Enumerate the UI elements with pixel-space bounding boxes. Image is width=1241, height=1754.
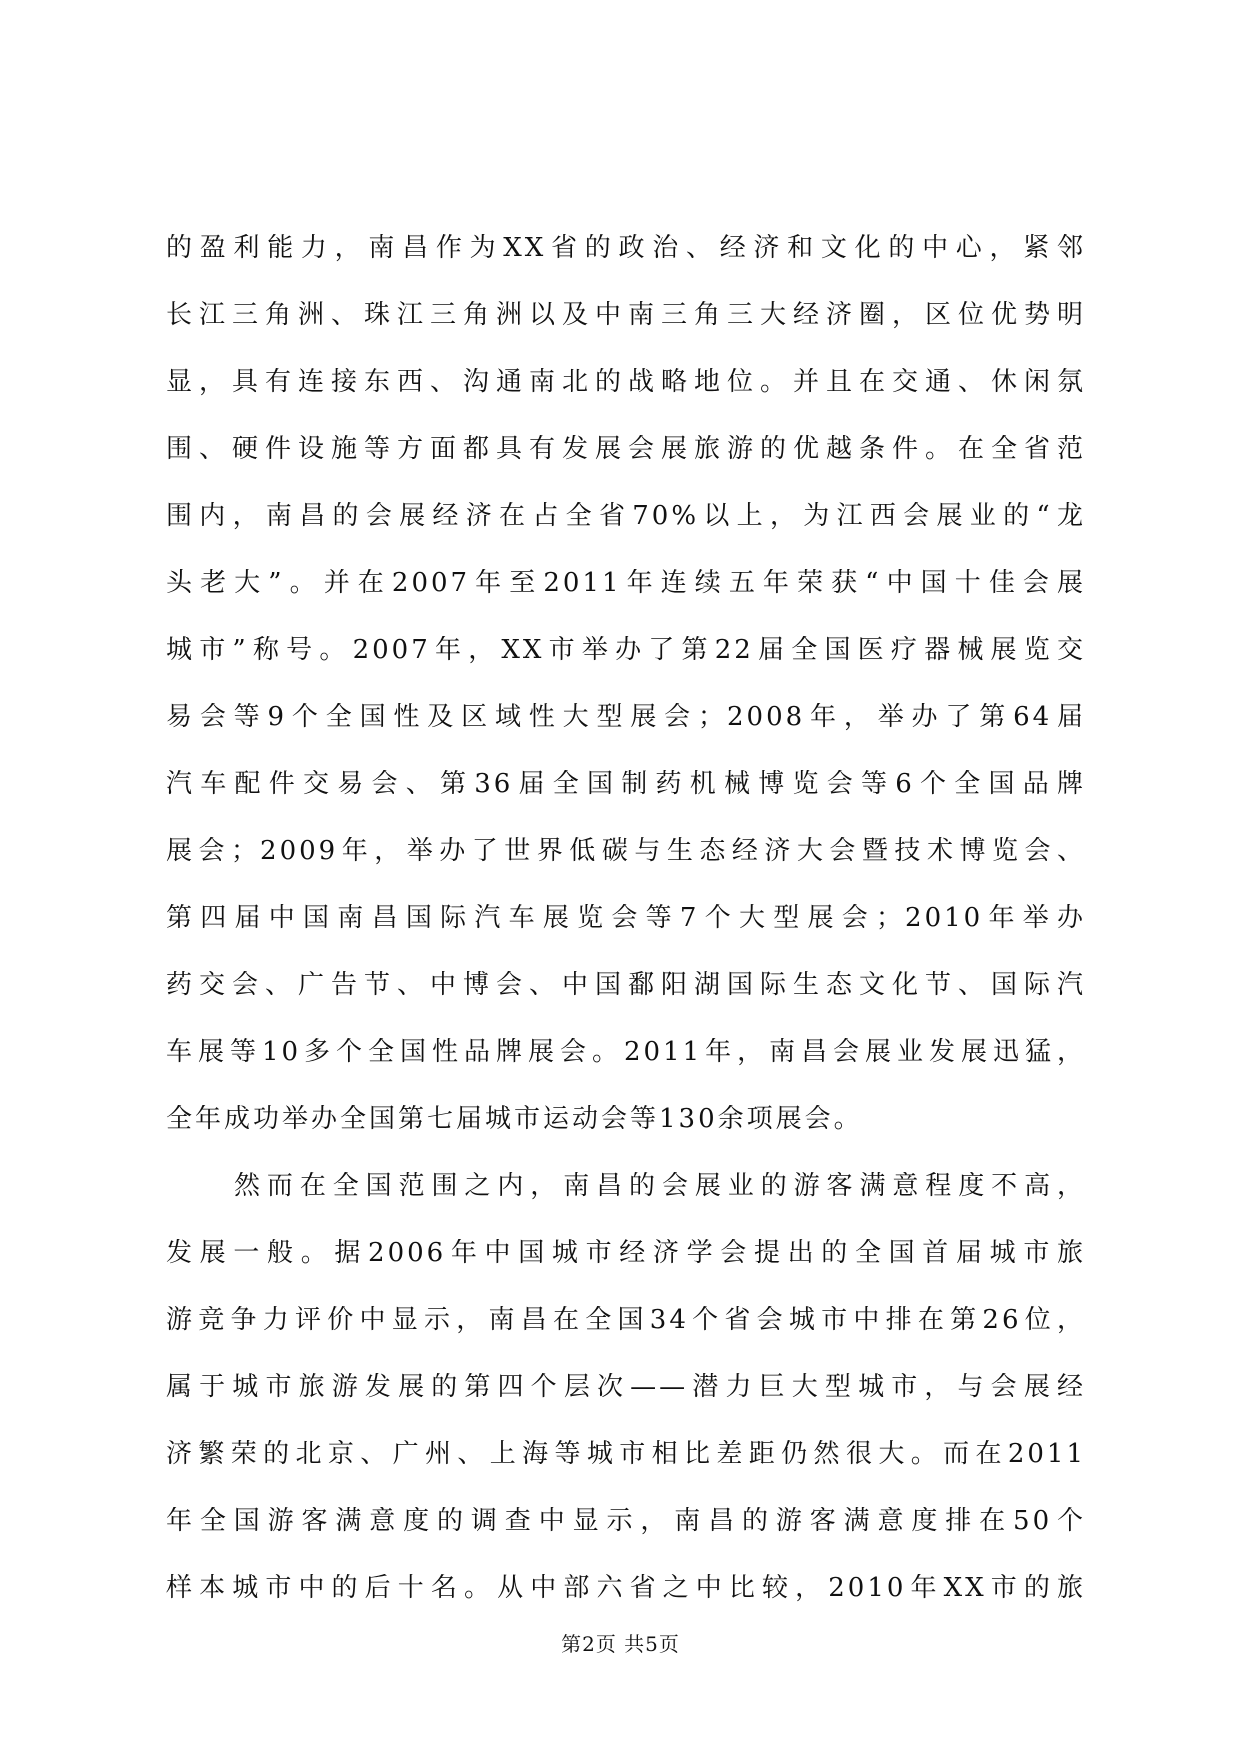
text-line: 样本城市中的后十名。从中部六省之中比较，2010年XX市的旅 bbox=[166, 1574, 1086, 1603]
text-line: 长江三角洲、珠江三角洲以及中南三角三大经济圈，区位优势明 bbox=[166, 301, 1086, 330]
text-line: 年全国游客满意度的调查中显示，南昌的游客满意度排在50个 bbox=[166, 1507, 1086, 1536]
text-line: 围内，南昌的会展经济在占全省70%以上，为江西会展业的“龙 bbox=[166, 502, 1086, 531]
text-line: 城市”称号。2007年，XX市举办了第22届全国医疗器械展览交 bbox=[166, 636, 1086, 665]
text-line: 围、硬件设施等方面都具有发展会展旅游的优越条件。在全省范 bbox=[166, 435, 1086, 464]
text-line: 游竞争力评价中显示，南昌在全国34个省会城市中排在第26位， bbox=[166, 1306, 1086, 1335]
page-number-footer: 第2页 共5页 bbox=[561, 1632, 680, 1656]
text-line: 属于城市旅游发展的第四个层次——潜力巨大型城市，与会展经 bbox=[166, 1373, 1086, 1402]
paragraph-1 bbox=[166, 234, 1086, 1172]
text-line: 汽车配件交易会、第36届全国制药机械博览会等6个全国品牌 bbox=[166, 770, 1086, 799]
text-line: 头老大”。并在2007年至2011年连续五年荣获“中国十佳会展 bbox=[166, 569, 1086, 598]
text-line: 展会；2009年，举办了世界低碳与生态经济大会暨技术博览会、 bbox=[166, 837, 1086, 866]
text-line: 然而在全国范围之内，南昌的会展业的游客满意程度不高， bbox=[234, 1172, 1086, 1201]
text-line: 车展等10多个全国性品牌展会。2011年，南昌会展业发展迅猛， bbox=[166, 1038, 1086, 1067]
paragraph-2 bbox=[166, 1172, 1086, 1641]
text-line: 显，具有连接东西、沟通南北的战略地位。并且在交通、休闲氛 bbox=[166, 368, 1086, 397]
body-text bbox=[166, 234, 1086, 1641]
text-line: 第四届中国南昌国际汽车展览会等7个大型展会；2010年举办 bbox=[166, 904, 1086, 933]
text-line: 济繁荣的北京、广州、上海等城市相比差距仍然很大。而在2011 bbox=[166, 1440, 1086, 1469]
text-line: 易会等9个全国性及区域性大型展会；2008年，举办了第64届 bbox=[166, 703, 1086, 732]
text-line: 全年成功举办全国第七届城市运动会等130余项展会。 bbox=[166, 1105, 863, 1134]
text-line: 药交会、广告节、中博会、中国鄱阳湖国际生态文化节、国际汽 bbox=[166, 971, 1086, 1000]
text-line: 发展一般。据2006年中国城市经济学会提出的全国首届城市旅 bbox=[166, 1239, 1086, 1268]
text-line: 的盈利能力，南昌作为XX省的政治、经济和文化的中心，紧邻 bbox=[166, 234, 1086, 263]
